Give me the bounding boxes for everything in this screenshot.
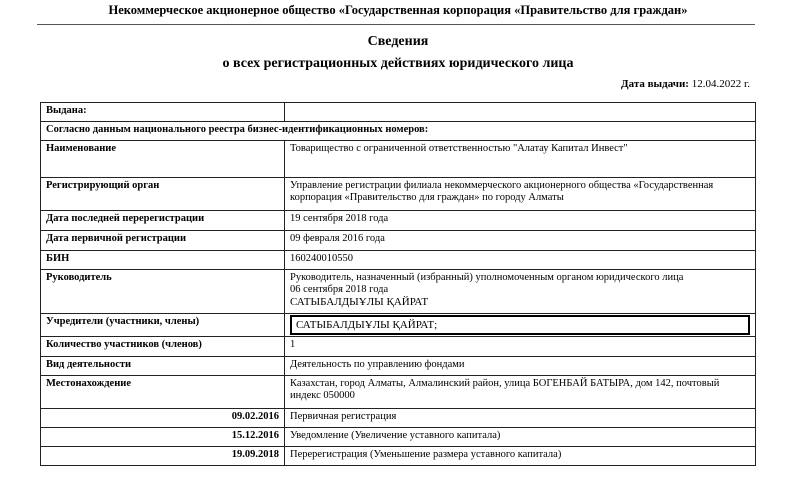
first-registration-label: Дата первичной регистрации (41, 231, 285, 251)
members-count-label: Количество участников (членов) (41, 337, 285, 357)
issue-date-value: 12.04.2022 г. (691, 78, 750, 90)
history-date: 09.02.2016 (41, 409, 285, 428)
registration-table (40, 102, 756, 466)
history-date: 15.12.2016 (41, 428, 285, 447)
issued-to-row (41, 103, 756, 122)
last-reregistration-value: 19 сентября 2018 года (285, 211, 756, 231)
name-value: Товарищество с ограниченной ответственностью "Алатау Капитал Инвест" (285, 141, 756, 178)
history-action: Уведомление (Увеличение уставного капитала) (285, 428, 756, 447)
founders-label: Учредители (участники, члены) (41, 314, 285, 337)
registrar-label: Регистрирующий орган (41, 178, 285, 211)
bin-row (41, 251, 756, 270)
source-note: Согласно данным национального реестра бизнес-идентификационных номеров: (41, 122, 756, 141)
history-action: Первичная регистрация (285, 409, 756, 428)
document-subtitle: о всех регистрационных действиях юридического лица (222, 56, 574, 71)
issue-date-label: Дата выдачи: (621, 78, 689, 90)
history-date: 19.09.2018 (41, 447, 285, 466)
first-registration-value: 09 февраля 2016 года (285, 231, 756, 251)
activity-value: Деятельность по управлению фондами (285, 357, 756, 376)
document-title: Сведения (367, 34, 429, 49)
registrar-row (41, 178, 756, 211)
location-value: Казахстан, город Алматы, Алмалинский район, улица БОГЕНБАЙ БАТЫРА, дом 142, почтовый индекс 050000 (285, 376, 756, 409)
bin-label: БИН (41, 251, 285, 270)
founders-row (41, 314, 756, 337)
history-row (41, 428, 756, 447)
last-reregistration-label: Дата последней перерегистрации (41, 211, 285, 231)
header-divider (37, 24, 755, 25)
issued-to-label: Выдана: (41, 103, 285, 122)
name-row (41, 141, 756, 178)
bin-value: 160240010550 (285, 251, 756, 270)
history-row (41, 409, 756, 428)
first-registration-row (41, 231, 756, 251)
head-appointment-date: 06 сентября 2018 года (290, 284, 389, 295)
founders-cell (285, 314, 756, 337)
members-count-row (41, 337, 756, 357)
source-note-row (41, 122, 756, 141)
members-count-value: 1 (285, 337, 756, 357)
head-value (285, 270, 756, 314)
issue-date (621, 78, 750, 90)
registrar-value: Управление регистрации филиала некоммерческого акционерного общества «Государственная корпорация «Правительство для граждан» по городу Алматы (285, 178, 756, 211)
head-position: Руководитель, назначенный (избранный) уполномоченным органом юридического лица (290, 272, 684, 283)
location-row (41, 376, 756, 409)
last-reregistration-row (41, 211, 756, 231)
organization-header: Некоммерческое акционерное общество «Государственная корпорация «Правительство для граждан» (108, 3, 688, 17)
history-action: Перерегистрация (Уменьшение размера уставного капитала) (285, 447, 756, 466)
head-row (41, 270, 756, 314)
activity-row (41, 357, 756, 376)
activity-label: Вид деятельности (41, 357, 285, 376)
history-row (41, 447, 756, 466)
head-name: САТЫБАЛДЫҰЛЫ ҚАЙРАТ (290, 296, 429, 308)
location-label: Местонахождение (41, 376, 285, 409)
issued-to-value (285, 103, 756, 122)
head-label: Руководитель (41, 270, 285, 314)
founders-value: САТЫБАЛДЫҰЛЫ ҚАЙРАТ; (290, 315, 750, 335)
name-label: Наименование (41, 141, 285, 178)
